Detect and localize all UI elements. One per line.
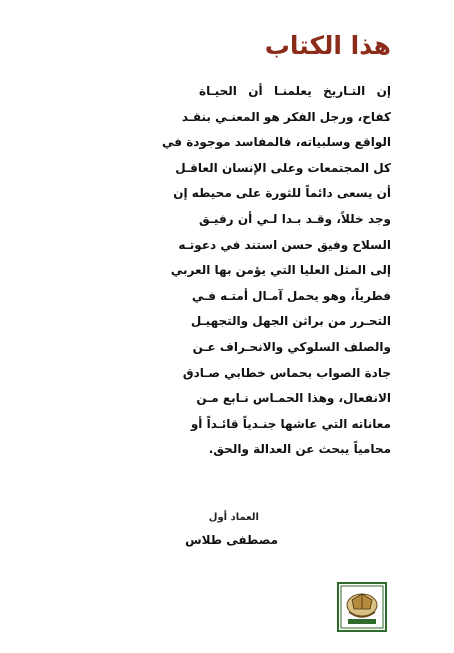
text-line: وجد خللاً، وقـد بـدا لـي أن رفيـق	[199, 211, 391, 226]
text-line: السلاح وفيق حسن استند في دعوتـه	[178, 237, 391, 252]
signature-title: العماد أول	[208, 512, 259, 523]
publisher-emblem-icon	[337, 582, 387, 632]
text-line: والصلف السلوكي والانحـراف عـن	[192, 339, 391, 354]
text-line: أن يسعى دائماً للثورة على محيطه إن	[173, 186, 391, 201]
text-line: جادة الصواب بحماس خطابي صـادق	[182, 365, 391, 380]
signature-name: مصطفى طلاس	[185, 533, 278, 547]
text-line: التحـرر من براثن الجهل والتجهيـل	[190, 314, 391, 329]
body-text	[162, 79, 391, 463]
text-line: كفاح، ورجل الفكر هو المعنـي بنقـد	[181, 109, 391, 124]
page-title: هذا الكتاب	[264, 31, 391, 60]
text-line: الواقع وسلبياته، فالمفاسد موجودة في	[162, 135, 391, 150]
text-line: محامياً يبحث عن العدالة والحق.	[208, 442, 391, 457]
text-line: معاناته التي عاشها جنـدياً قائـداً أو	[190, 416, 391, 431]
text-line: فطرياً، وهو يحمل آمـال أمتـه فـي	[191, 288, 391, 303]
text-line: إن التـاريخ يعلمنـا أن الحيـاة	[199, 84, 391, 98]
text-line: إلى المثل العليا التي يؤمن بها العربي	[170, 263, 391, 278]
text-line: الانفعال، وهذا الحمـاس نـابع مـن	[196, 391, 391, 406]
text-line: كل المجتمعات وعلى الإنسان العاقـل	[175, 160, 391, 175]
